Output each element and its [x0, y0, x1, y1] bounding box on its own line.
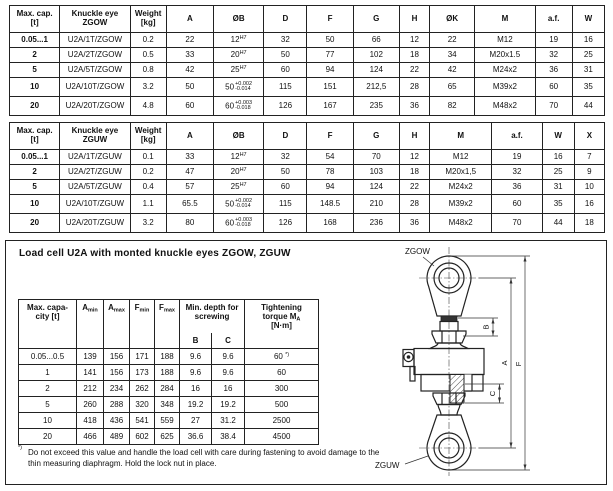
table-cell: 141	[77, 365, 104, 381]
table-cell: 50	[307, 33, 353, 48]
column-header: M	[475, 6, 535, 33]
table-cell: 126	[264, 214, 307, 233]
table-cell: 25	[542, 165, 574, 180]
table-cell: 262	[130, 381, 155, 397]
table-cell: 2500	[245, 413, 319, 429]
table-cell: 0.4	[130, 180, 166, 195]
table-cell: 78	[307, 165, 353, 180]
table-cell: 32	[264, 33, 307, 48]
table-cell: 115	[264, 78, 307, 97]
table-cell: 0.1	[130, 150, 166, 165]
table-cell: 25	[572, 48, 604, 63]
dimension-c-label: C	[488, 390, 497, 397]
table-cell: 50 +0.002 -0.014	[214, 78, 264, 97]
zguw-leader-line	[405, 456, 428, 464]
table-cell: 541	[130, 413, 155, 429]
table-cell: 9.6	[180, 349, 212, 365]
table-cell: M24x2	[475, 63, 535, 78]
table-row	[10, 195, 605, 214]
table-cell: M39x2	[430, 195, 492, 214]
table-cell: 0.2	[130, 165, 166, 180]
table-cell: 4.8	[130, 97, 166, 116]
column-header: H	[399, 123, 429, 150]
table-cell: 124	[353, 63, 399, 78]
threaded-stud	[450, 375, 464, 404]
table-cell: 7	[574, 150, 604, 165]
table-cell: 35	[572, 78, 604, 97]
table-cell: M12	[430, 150, 492, 165]
table-cell: 284	[155, 381, 180, 397]
column-header: A	[166, 123, 213, 150]
table-cell: 9.6	[212, 365, 245, 381]
table-cell: 0.5	[130, 48, 166, 63]
table-cell: M24x2	[430, 180, 492, 195]
table-cell: 5	[19, 397, 77, 413]
column-header: Max. cap. [t]	[10, 123, 60, 150]
dimension-b	[458, 318, 498, 336]
zgow-dimensions-table	[9, 5, 605, 116]
table-cell: $12^{H7}$	[214, 150, 264, 165]
table-cell: 0.8	[130, 63, 166, 78]
table-cell: 625	[155, 429, 180, 445]
table-cell: 2	[10, 165, 60, 180]
table-cell: 60 +0.003 -0.018	[214, 214, 264, 233]
table-row	[19, 365, 319, 381]
column-header: X	[574, 123, 604, 150]
table-cell: 28	[399, 78, 429, 97]
table-row	[19, 413, 319, 429]
table-cell: 77	[307, 48, 353, 63]
column-header: Max. capa- city [t]	[19, 300, 77, 349]
table-cell: 65	[430, 78, 475, 97]
mounted-assembly-panel	[5, 240, 607, 485]
zguw-label: ZGUW	[375, 461, 400, 470]
column-header: Knuckle eye ZGOW	[60, 6, 130, 33]
column-header: $F_{min}$	[130, 300, 155, 349]
table-cell: 16	[180, 381, 212, 397]
table-cell: 34	[430, 48, 475, 63]
table-cell: 602	[130, 429, 155, 445]
mounted-dimensions-table	[18, 299, 319, 445]
column-header: ØK	[430, 6, 475, 33]
column-header: W	[542, 123, 574, 150]
footnote-text: Do not exceed this value and handle the load cell with care during fastening to avoid damage to the thin measuring diaphragm. Hold the lock nut in place.	[28, 448, 380, 469]
column-header: Weight [kg]	[130, 6, 166, 33]
table-cell: 54	[307, 150, 353, 165]
zguw-dimensions-table	[9, 122, 605, 233]
header-row	[19, 300, 319, 333]
table-cell: 32	[264, 150, 307, 165]
header-row	[10, 123, 605, 150]
column-header: $A_{max}$	[104, 300, 130, 349]
table-cell: U2A/5T/ZGUW	[60, 180, 130, 195]
table-cell: 44	[572, 97, 604, 116]
table-cell: 36.6	[180, 429, 212, 445]
table-cell: $12^{H7}$	[214, 33, 264, 48]
table-row	[10, 150, 605, 165]
table-cell: U2A/20T/ZGUW	[60, 214, 130, 233]
table-cell: 31.2	[212, 413, 245, 429]
table-cell: 18	[399, 48, 429, 63]
table-cell: 2	[10, 48, 60, 63]
column-header: a.f.	[492, 123, 542, 150]
table-cell: 36	[535, 63, 572, 78]
table-cell: 12	[399, 33, 429, 48]
table-cell: U2A/10T/ZGOW	[60, 78, 130, 97]
table-cell: 212,5	[353, 78, 399, 97]
table-cell: 9.6	[180, 365, 212, 381]
table-cell: 173	[130, 365, 155, 381]
table-row	[19, 381, 319, 397]
table-cell: U2A/2T/ZGOW	[60, 48, 130, 63]
table-cell: 489	[104, 429, 130, 445]
footnote	[18, 447, 390, 469]
zgow-leader-line	[423, 257, 434, 266]
table-cell: 16	[574, 195, 604, 214]
table-cell: 236	[353, 214, 399, 233]
column-header: B	[180, 333, 212, 349]
table-cell: 9	[574, 165, 604, 180]
bottom-stud-and-nut	[433, 375, 472, 416]
table-cell: 70	[535, 97, 572, 116]
column-header: $A_{min}$	[77, 300, 104, 349]
column-header: D	[264, 6, 307, 33]
table-cell: 4500	[245, 429, 319, 445]
table-cell: M39x2	[475, 78, 535, 97]
table-cell: 0.05...1	[10, 33, 60, 48]
table-cell: 60	[166, 97, 213, 116]
table-cell: 115	[264, 195, 307, 214]
table-cell: 348	[155, 397, 180, 413]
zgow-knuckle-eye	[427, 256, 471, 331]
footnote-marker: *)	[18, 445, 22, 451]
table-cell: 70	[353, 150, 399, 165]
table-cell: 57	[166, 180, 213, 195]
table-cell: 36	[492, 180, 542, 195]
table-cell: 33	[166, 150, 213, 165]
table-cell: 300	[245, 381, 319, 397]
table-row	[10, 180, 605, 195]
table-cell: 50	[264, 48, 307, 63]
table-cell: 212	[77, 381, 104, 397]
table-cell: 65.5	[166, 195, 213, 214]
table-cell: 103	[353, 165, 399, 180]
column-header: A	[166, 6, 213, 33]
table-cell: 32	[535, 48, 572, 63]
table-cell: 3.2	[130, 214, 166, 233]
column-header: G	[353, 123, 399, 150]
table-cell: 171	[130, 349, 155, 365]
table-cell: 436	[104, 413, 130, 429]
table-cell: 60 *)	[245, 349, 319, 365]
table-cell: 22	[399, 63, 429, 78]
table-cell: 33	[166, 48, 213, 63]
table-cell: 20	[10, 97, 60, 116]
table-row	[10, 33, 605, 48]
table-cell: M20x1.5	[475, 48, 535, 63]
column-header: ØB	[214, 123, 264, 150]
column-header: M	[430, 123, 492, 150]
column-header: Tightening torque $M_A$ [N·m]	[245, 300, 319, 349]
table-cell: $25^{H7}$	[214, 180, 264, 195]
table-cell: 139	[77, 349, 104, 365]
table-cell: M12	[475, 33, 535, 48]
column-header: ØB	[214, 6, 264, 33]
table-cell: 35	[542, 195, 574, 214]
table-cell: 19	[535, 33, 572, 48]
column-header: F	[307, 123, 353, 150]
table-cell: 418	[77, 413, 104, 429]
column-header: F	[307, 6, 353, 33]
dimension-f-label: F	[514, 361, 523, 367]
panel-title: Load cell U2A with monted knuckle eyes ZGOW, ZGUW	[19, 248, 291, 259]
table-cell: 10	[19, 413, 77, 429]
table-cell: 5	[10, 63, 60, 78]
table-cell: 500	[245, 397, 319, 413]
table-row	[19, 349, 319, 365]
dimension-b-label: B	[481, 324, 491, 330]
table-cell: 22	[166, 33, 213, 48]
table-cell: 168	[307, 214, 353, 233]
table-cell: 36	[399, 214, 429, 233]
table-cell: 22	[430, 33, 475, 48]
table-cell: 2	[19, 381, 77, 397]
table-row	[19, 429, 319, 445]
table-cell: 188	[155, 365, 180, 381]
column-header: $F_{max}$	[155, 300, 180, 349]
table-cell: 42	[430, 63, 475, 78]
table-cell: 60	[264, 63, 307, 78]
table-cell: 60	[535, 78, 572, 97]
table-cell: 18	[399, 165, 429, 180]
table-cell: 66	[353, 33, 399, 48]
table-cell: 50 +0.002 -0.014	[214, 195, 264, 214]
table-row	[10, 48, 605, 63]
table-cell: M20x1,5	[430, 165, 492, 180]
table-cell: 1	[19, 365, 77, 381]
table-cell: 102	[353, 48, 399, 63]
table-cell: 60	[245, 365, 319, 381]
table-cell: 20	[10, 214, 60, 233]
table-cell: 9.6	[212, 349, 245, 365]
table-row	[10, 63, 605, 78]
table-cell: 70	[492, 214, 542, 233]
table-cell: 235	[353, 97, 399, 116]
dimension-a-label: A	[500, 360, 509, 366]
table-cell: 27	[180, 413, 212, 429]
table-row	[19, 397, 319, 413]
table-cell: 12	[399, 150, 429, 165]
table-cell: 22	[399, 180, 429, 195]
table-cell: 10	[10, 195, 60, 214]
table-cell: 16	[212, 381, 245, 397]
table-cell: 148.5	[307, 195, 353, 214]
table-cell: 38.4	[212, 429, 245, 445]
table-cell: 10	[10, 78, 60, 97]
table-cell: 28	[399, 195, 429, 214]
table-cell: U2A/20T/ZGOW	[60, 97, 130, 116]
table-cell: 0.2	[130, 33, 166, 48]
header-row	[10, 6, 605, 33]
table-cell: 0.05...0.5	[19, 349, 77, 365]
table-cell: 36	[399, 97, 429, 116]
table-cell: 50	[264, 165, 307, 180]
table-cell: 20	[19, 429, 77, 445]
table-cell: 94	[307, 180, 353, 195]
table-cell: 234	[104, 381, 130, 397]
table-cell: 18	[574, 214, 604, 233]
column-header: Weight [kg]	[130, 123, 166, 150]
table-cell: 10	[574, 180, 604, 195]
table-cell: 80	[166, 214, 213, 233]
dimension-f	[451, 256, 530, 470]
table-cell: 124	[353, 180, 399, 195]
table-cell: 167	[307, 97, 353, 116]
column-header: G	[353, 6, 399, 33]
table-cell: 126	[264, 97, 307, 116]
table-cell: U2A/10T/ZGUW	[60, 195, 130, 214]
column-header: W	[572, 6, 604, 33]
table-cell: 466	[77, 429, 104, 445]
table-cell: 16	[572, 33, 604, 48]
table-cell: 320	[130, 397, 155, 413]
table-cell: 5	[10, 180, 60, 195]
column-header: Min. depth for screwing	[180, 300, 245, 333]
table-cell: 19	[492, 150, 542, 165]
table-cell: 19.2	[180, 397, 212, 413]
table-cell: $20^{H7}$	[214, 165, 264, 180]
table-cell: 151	[307, 78, 353, 97]
table-cell: U2A/5T/ZGOW	[60, 63, 130, 78]
column-header: C	[212, 333, 245, 349]
table-cell: 31	[572, 63, 604, 78]
table-cell: U2A/1T/ZGUW	[60, 150, 130, 165]
table-cell: 31	[542, 180, 574, 195]
table-cell: 82	[430, 97, 475, 116]
load-cell-diagram	[361, 243, 603, 479]
column-header: H	[399, 6, 429, 33]
table-cell: 19.2	[212, 397, 245, 413]
table-cell: 288	[104, 397, 130, 413]
table-cell: 60 +0.003 -0.018	[214, 97, 264, 116]
table-row	[10, 214, 605, 233]
table-cell: 60	[264, 180, 307, 195]
column-header: a.f.	[535, 6, 572, 33]
table-cell: 260	[77, 397, 104, 413]
table-cell: U2A/2T/ZGUW	[60, 165, 130, 180]
table-cell: 60	[492, 195, 542, 214]
table-cell: 44	[542, 214, 574, 233]
table-cell: 94	[307, 63, 353, 78]
table-cell: 156	[104, 349, 130, 365]
table-cell: 210	[353, 195, 399, 214]
table-cell: M48x2	[430, 214, 492, 233]
column-header: D	[264, 123, 307, 150]
table-cell: 3.2	[130, 78, 166, 97]
table-cell: $25^{H7}$	[214, 63, 264, 78]
table-row	[10, 165, 605, 180]
table-cell: 42	[166, 63, 213, 78]
table-cell: 32	[492, 165, 542, 180]
table-cell: 16	[542, 150, 574, 165]
zgow-label: ZGOW	[405, 247, 430, 256]
table-row	[10, 97, 605, 116]
table-row	[10, 78, 605, 97]
table-cell: 188	[155, 349, 180, 365]
table-cell: 156	[104, 365, 130, 381]
table-cell: 50	[166, 78, 213, 97]
table-cell: M48x2	[475, 97, 535, 116]
table-cell: 0.05...1	[10, 150, 60, 165]
column-header: Knuckle eye ZGUW	[60, 123, 130, 150]
table-cell: $20^{H7}$	[214, 48, 264, 63]
table-cell: 1.1	[130, 195, 166, 214]
table-cell: U2A/1T/ZGOW	[60, 33, 130, 48]
column-header: Max. cap. [t]	[10, 6, 60, 33]
table-cell: 47	[166, 165, 213, 180]
table-cell: 559	[155, 413, 180, 429]
